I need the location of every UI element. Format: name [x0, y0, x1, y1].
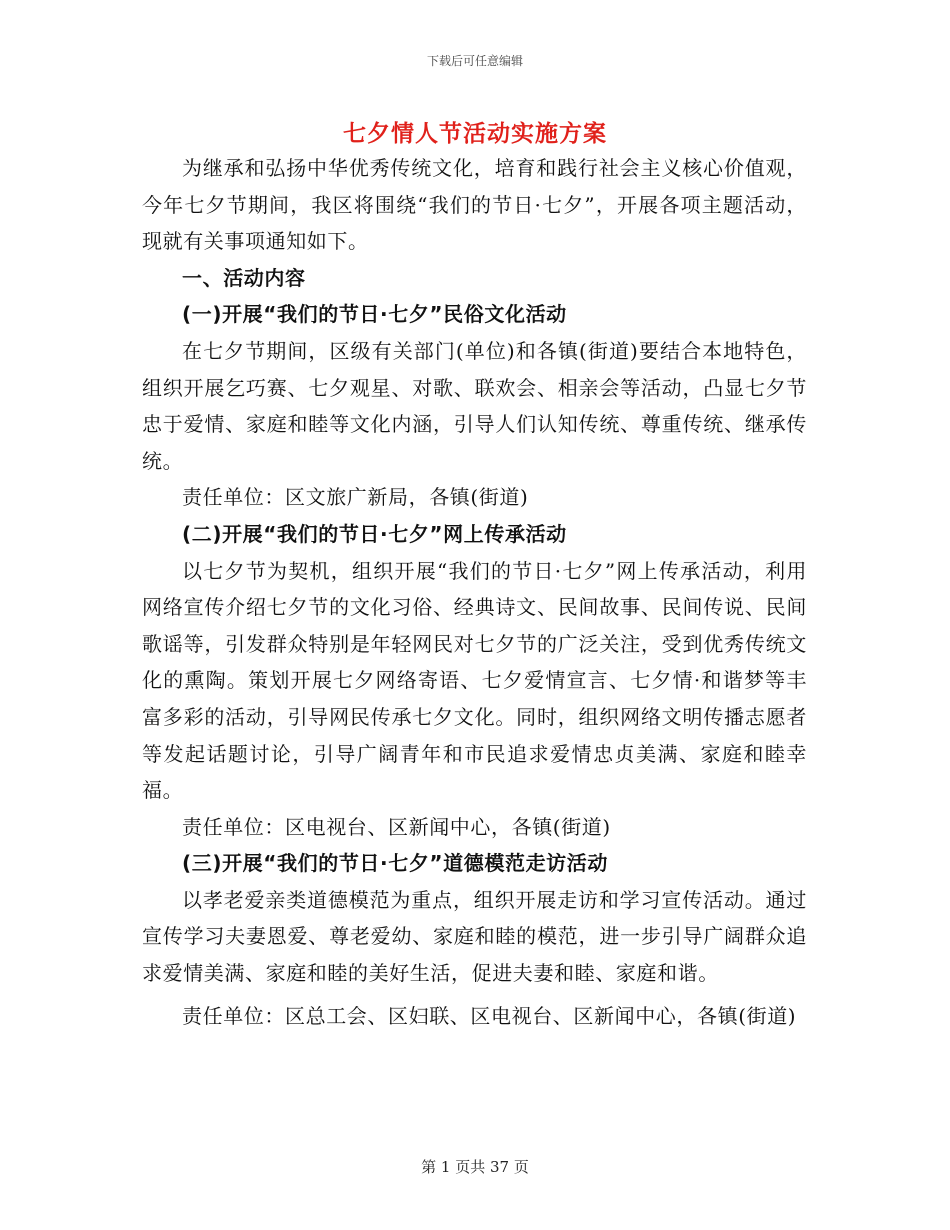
- body-paragraph-folk-culture: 在七夕节期间，区级有关部门(单位)和各镇(街道)要结合本地特色，组织开展乞巧赛、七夕观星、对歌、联欢会、相亲会等活动，凸显七夕节忠于爱情、家庭和睦等文化内涵，引导人们认知传统、尊重传统、继承传统。: [142, 338, 807, 473]
- document-body: [142, 150, 807, 1034]
- responsible-units-moral-models: 责任单位：区总工会、区妇联、区电视台、区新闻中心，各镇(街道): [182, 1003, 797, 1028]
- header-note: 下载后可任意编辑: [426, 54, 523, 68]
- subsection-heading-online: (二)开展“我们的节日·七夕”网上传承活动: [182, 521, 567, 546]
- responsible-units-online: 责任单位：区电视台、区新闻中心，各镇(街道): [182, 814, 611, 839]
- document-title: 七夕情人节活动实施方案: [343, 121, 607, 147]
- intro-paragraph: 为继承和弘扬中华优秀传统文化，培育和践行社会主义核心价值观，今年七夕节期间，我区将围绕“我们的节日·七夕”，开展各项主题活动，现就有关事项通知如下。: [142, 156, 807, 254]
- section-heading-activity-content: 一、活动内容: [182, 265, 306, 290]
- subsection-heading-folk-culture: (一)开展“我们的节日·七夕”民俗文化活动: [182, 302, 567, 327]
- page-footer: 第 1 页共 37 页: [421, 1158, 529, 1176]
- body-paragraph-moral-models: 以孝老爱亲类道德模范为重点，组织开展走访和学习宣传活动。通过宣传学习夫妻恩爱、尊老爱幼、家庭和睦的模范，进一步引导广阔群众追求爱情美满、家庭和睦的美好生活，促进夫妻和睦、家庭和谐。: [142, 887, 807, 986]
- subsection-heading-moral-models: (三)开展“我们的节日·七夕”道德模范走访活动: [182, 851, 608, 876]
- responsible-units-folk-culture: 责任单位：区文旅广新局，各镇(街道): [182, 485, 529, 510]
- body-paragraph-online: 以七夕节为契机，组织开展“我们的节日·七夕”网上传承活动，利用网络宣传介绍七夕节的文化习俗、经典诗文、民间故事、民间传说、民间歌谣等，引发群众特别是年轻网民对七夕节的广泛关注，受到优秀传统文化的熏陶。策划开展七夕网络寄语、七夕爱情宣言、七夕情·和谐梦等丰富多彩的活动，引导网民传承七夕文化。同时，组织网络文明传播志愿者等发起话题讨论，引导广阔青年和市民追求爱情忠贞美满、家庭和睦幸福。: [142, 558, 807, 803]
